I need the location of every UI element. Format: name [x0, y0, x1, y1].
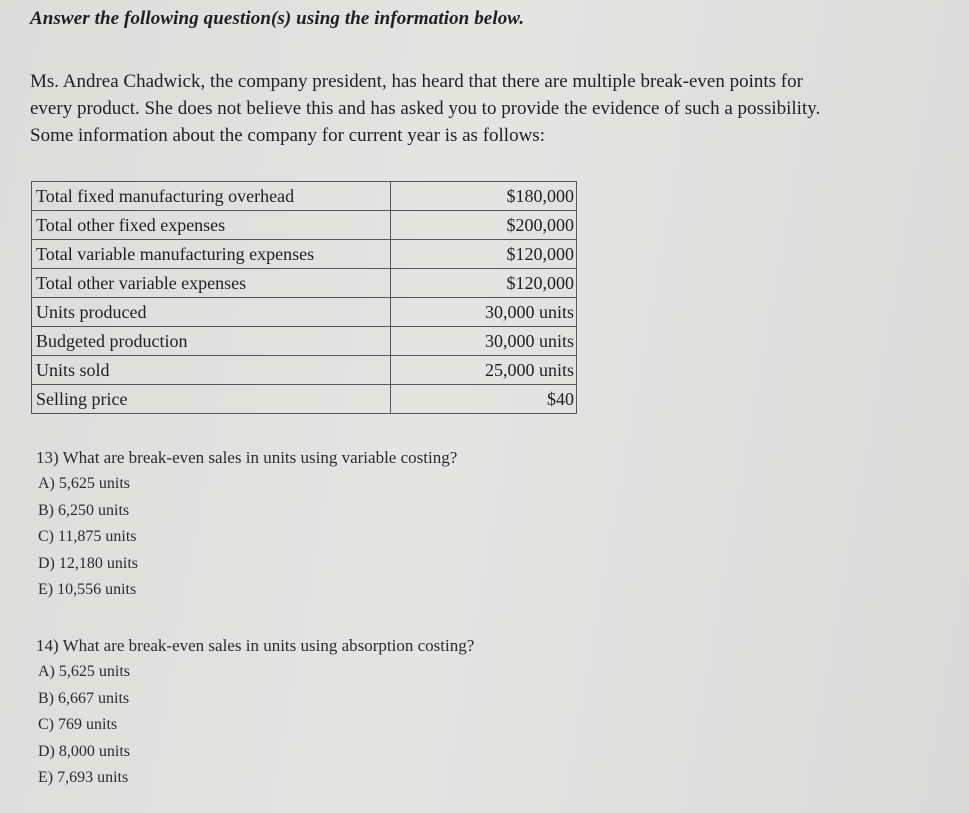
row-label: Selling price [32, 385, 391, 414]
row-value: $200,000 [391, 211, 577, 240]
row-value: 30,000 units [391, 327, 577, 356]
question-13 [36, 445, 457, 604]
table-row [32, 385, 577, 414]
row-value: 30,000 units [391, 298, 577, 327]
row-label: Total other fixed expenses [32, 211, 391, 240]
intro-line: Some information about the company for current year is as follows: [30, 125, 545, 146]
row-value: $120,000 [391, 240, 577, 269]
row-label: Total other variable expenses [32, 269, 391, 298]
answer-option[interactable]: B) 6,250 units [38, 501, 130, 519]
row-value: $120,000 [391, 269, 577, 298]
answer-option[interactable]: A) 5,625 units [38, 663, 130, 680]
instructions-heading: Answer the following question(s) using the information below. [30, 8, 525, 29]
table-row [32, 240, 577, 269]
table-row [32, 327, 577, 356]
answer-option[interactable]: C) 769 units [38, 716, 118, 733]
table-row [32, 182, 577, 211]
question-14 [36, 633, 474, 792]
row-label: Budgeted production [32, 327, 391, 356]
answer-option[interactable]: D) 8,000 units [38, 742, 130, 760]
answer-option[interactable]: A) 5,625 units [38, 475, 130, 492]
table-row [32, 211, 577, 240]
answer-option[interactable]: E) 7,693 units [38, 769, 129, 786]
question-stem: 13) What are break-even sales in units using variable costing? [36, 448, 458, 467]
intro-line: Ms. Andrea Chadwick, the company president, has heard that there are multiple break-even points for [30, 71, 803, 92]
answer-option[interactable]: C) 11,875 units [38, 528, 137, 545]
answer-option[interactable]: D) 12,180 units [38, 554, 138, 572]
table-row [32, 269, 577, 298]
answer-options [36, 659, 474, 792]
question-stem: 14) What are break-even sales in units using absorption costing? [36, 636, 475, 655]
row-value: $40 [391, 385, 577, 414]
row-value: 25,000 units [391, 356, 577, 385]
row-label: Units sold [32, 356, 391, 385]
table-row [32, 298, 577, 327]
row-label: Units produced [32, 298, 391, 327]
row-label: Total fixed manufacturing overhead [32, 182, 391, 211]
intro-line: every product. She does not believe this and has asked you to provide the evidence of such a possibility. [30, 98, 821, 119]
answer-options [36, 471, 457, 604]
table-row [32, 356, 577, 385]
answer-option[interactable]: B) 6,667 units [38, 689, 130, 707]
intro-paragraph [30, 68, 965, 149]
row-value: $180,000 [391, 182, 577, 211]
answer-option[interactable]: E) 10,556 units [38, 581, 137, 598]
company-info-table [31, 181, 577, 414]
row-label: Total variable manufacturing expenses [32, 240, 391, 269]
